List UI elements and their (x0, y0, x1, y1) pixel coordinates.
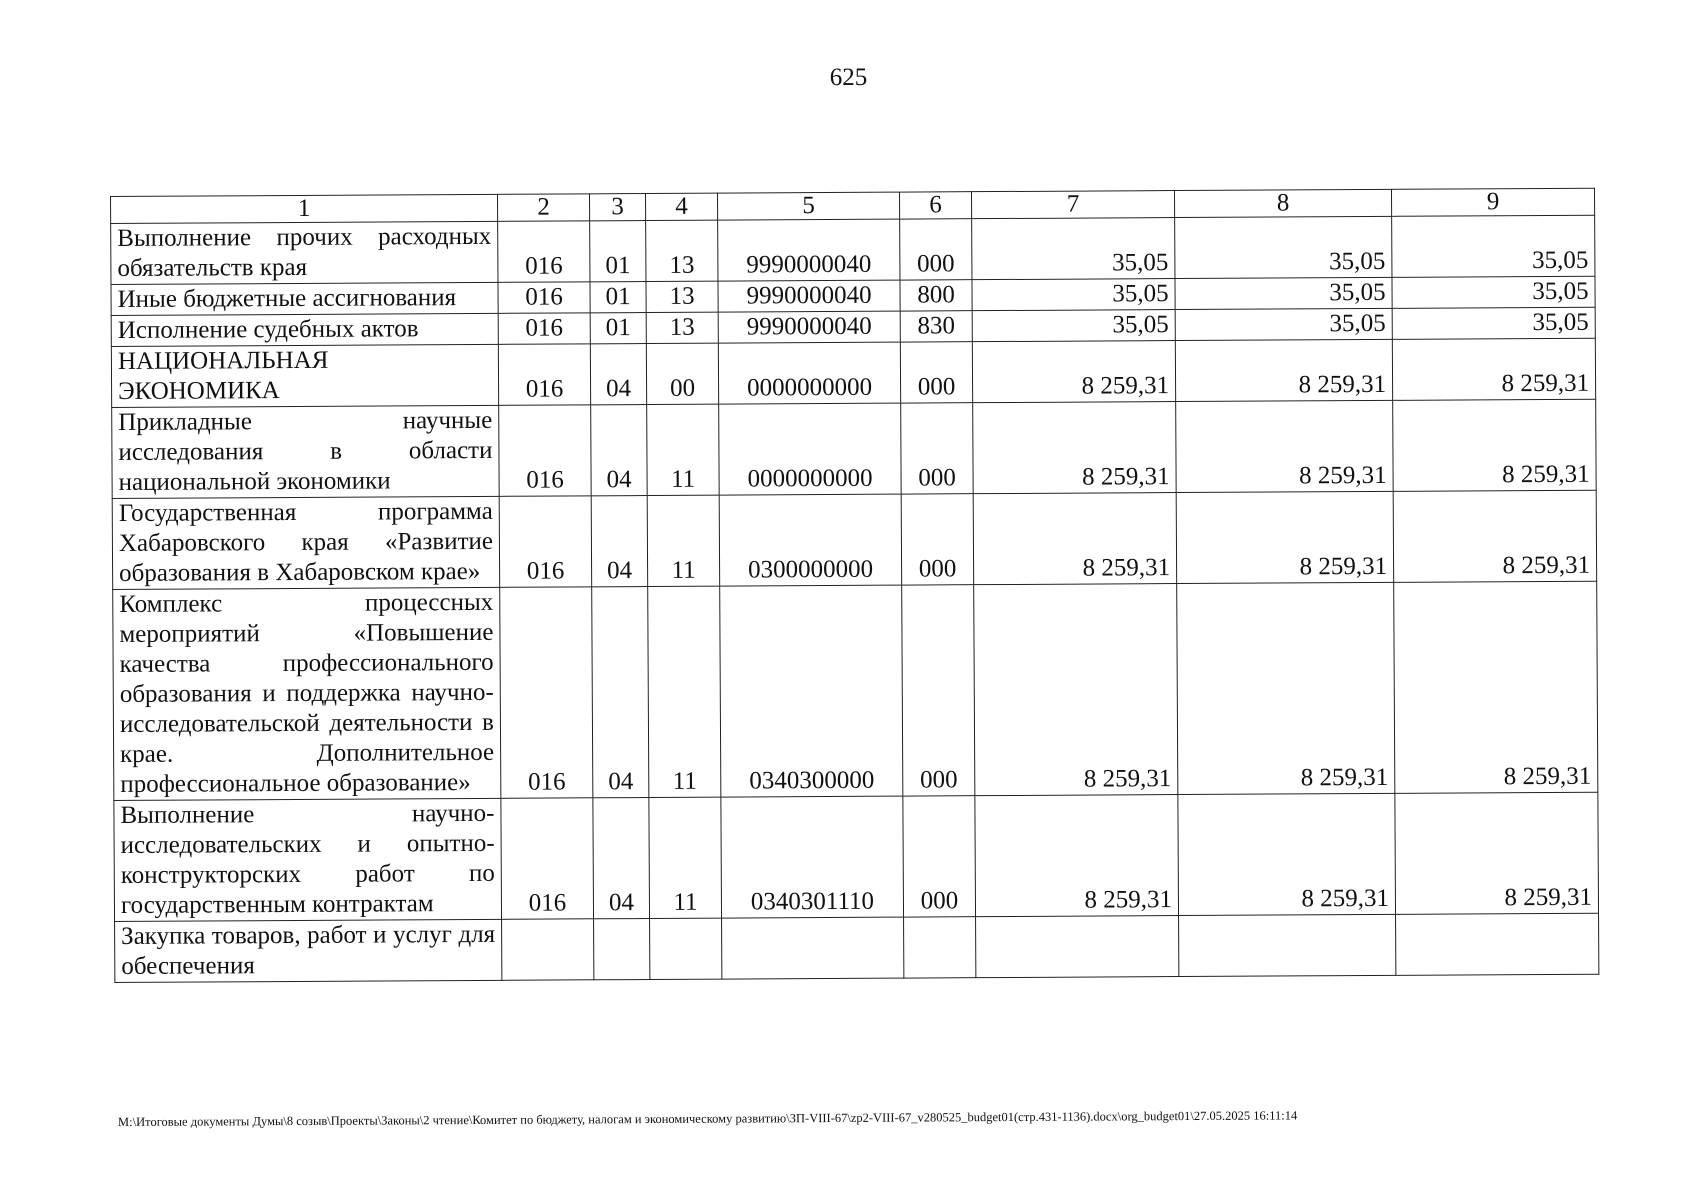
section-code-cell: 04 (592, 587, 649, 798)
amount-cell: 8 259,31 (974, 584, 1178, 796)
subsection-code-cell: 11 (649, 797, 722, 918)
expense-type-cell: 000 (900, 219, 972, 280)
expense-type-cell: 830 (900, 311, 972, 342)
section-code-cell (594, 918, 650, 979)
column-header: 3 (589, 194, 645, 221)
row-name-cell: Выполнение прочих расходных обязательств края (111, 221, 498, 284)
budget-table-container (110, 188, 1599, 983)
amount-cell: 8 259,31 (973, 493, 1177, 585)
row-name-cell: Государственная программа Хабаровского края «Развитие образования в Хабаровском крае» (112, 496, 500, 589)
document-file-path: M:\Итоговые документы Думы\8 созыв\Проекты\Законы\2 чтение\Комитет по бюджету, налогам и экономическому развитию\ЗП-VIII-67\zp2-VIII-67_v280525_budget01(стр.431-1136).docx\org_budget01\27.05.2025 16:11:14 (118, 1108, 1298, 1129)
row-name-cell: Выполнение научно-исследовательских и опытно-конструкторских работ по государственным контрактам (114, 798, 502, 921)
table-row (114, 792, 1599, 921)
row-name-cell: Комплекс процессных мероприятий «Повышение качества профессионального образования и поддержка научно-исследовательской деятельности в крае. Дополнительное профессиональное образование» (113, 587, 501, 800)
section-code-cell: 04 (590, 344, 646, 405)
amount-cell: 8 259,31 (1176, 491, 1394, 583)
page-number: 625 (829, 64, 868, 91)
amount-cell: 8 259,31 (1392, 338, 1595, 400)
row-name-cell: НАЦИОНАЛЬНАЯ ЭКОНОМИКА (111, 344, 498, 407)
subsection-code-cell: 11 (647, 404, 720, 495)
amount-cell (1396, 913, 1599, 975)
table-row (112, 490, 1596, 589)
row-name-cell: Иные бюджетные ассигнования (111, 282, 498, 315)
subsection-code-cell: 13 (646, 220, 718, 281)
budget-table (110, 188, 1599, 983)
amount-cell: 8 259,31 (1175, 339, 1392, 401)
target-article-cell: 0000000000 (719, 403, 902, 495)
row-name-cell: Прикладные научные исследования в области национальной экономики (112, 405, 500, 498)
column-header: 2 (497, 194, 589, 222)
expense-type-cell: 000 (901, 494, 974, 585)
column-header: 7 (971, 191, 1174, 219)
amount-cell: 35,05 (1175, 308, 1392, 340)
subsection-code-cell: 13 (646, 281, 718, 312)
table-row (111, 338, 1595, 407)
subsection-code-cell: 11 (647, 495, 720, 586)
section-code-cell: 01 (590, 313, 646, 344)
column-header: 4 (645, 193, 717, 220)
column-header: 6 (899, 192, 971, 219)
target-article-cell: 0340301110 (721, 796, 904, 918)
amount-cell: 8 259,31 (975, 795, 1179, 917)
ministry-code-cell: 016 (499, 405, 592, 497)
section-code-cell: 04 (591, 405, 648, 496)
target-article-cell: 0300000000 (719, 494, 902, 586)
row-name-cell: Исполнение судебных актов (111, 313, 498, 346)
column-header: 5 (717, 192, 899, 220)
ministry-code-cell: 016 (498, 313, 590, 345)
target-article-cell: 9990000040 (718, 280, 900, 312)
amount-cell: 8 259,31 (1178, 793, 1396, 915)
expense-type-cell: 000 (900, 342, 972, 403)
amount-cell (1179, 914, 1396, 976)
ministry-code-cell: 016 (501, 798, 594, 920)
amount-cell: 35,05 (1392, 307, 1595, 339)
amount-cell: 8 259,31 (1394, 581, 1598, 793)
column-header: 8 (1174, 189, 1391, 217)
table-row-continued (115, 913, 1599, 982)
table-row (111, 215, 1595, 284)
ministry-code-cell: 016 (499, 496, 592, 588)
ministry-code-cell: 016 (498, 282, 590, 314)
target-article-cell (722, 917, 904, 979)
amount-cell: 8 259,31 (1176, 400, 1394, 492)
amount-cell: 35,05 (972, 279, 1175, 311)
amount-cell: 35,05 (1392, 215, 1595, 277)
column-header: 1 (111, 194, 498, 223)
target-article-cell: 0340300000 (720, 585, 903, 797)
subsection-code-cell (650, 918, 722, 979)
section-code-cell: 04 (593, 797, 650, 918)
amount-cell: 35,05 (972, 310, 1175, 342)
amount-cell (976, 916, 1179, 978)
ministry-code-cell (502, 919, 594, 981)
amount-cell: 8 259,31 (972, 341, 1175, 403)
ministry-code-cell: 016 (498, 344, 590, 406)
expense-type-cell: 000 (901, 403, 974, 494)
subsection-code-cell: 11 (648, 586, 721, 797)
amount-cell: 8 259,31 (1393, 490, 1597, 582)
target-article-cell: 0000000000 (718, 342, 900, 404)
expense-type-cell: 000 (903, 796, 976, 917)
amount-cell: 35,05 (1392, 276, 1595, 308)
subsection-code-cell: 13 (646, 312, 718, 343)
section-code-cell: 01 (590, 282, 646, 313)
amount-cell: 35,05 (972, 218, 1175, 280)
table-row (112, 399, 1596, 498)
target-article-cell: 9990000040 (718, 311, 900, 343)
amount-cell: 8 259,31 (1177, 582, 1395, 794)
expense-type-cell (904, 917, 976, 978)
section-code-cell: 01 (590, 221, 646, 282)
amount-cell: 35,05 (1175, 216, 1392, 278)
section-code-cell: 04 (591, 496, 648, 587)
amount-cell: 35,05 (1175, 277, 1392, 309)
amount-cell: 8 259,31 (973, 402, 1177, 494)
subsection-code-cell: 00 (646, 343, 718, 404)
row-name-cell: Закупка товаров, работ и услуг для обеспечения (115, 919, 502, 982)
expense-type-cell: 000 (902, 585, 975, 796)
ministry-code-cell: 016 (498, 221, 590, 283)
ministry-code-cell: 016 (500, 587, 593, 799)
expense-type-cell: 800 (900, 280, 972, 311)
amount-cell: 8 259,31 (1395, 792, 1599, 914)
table-row (113, 581, 1598, 800)
target-article-cell: 9990000040 (718, 219, 900, 281)
amount-cell: 8 259,31 (1393, 399, 1597, 491)
column-header: 9 (1391, 188, 1594, 216)
